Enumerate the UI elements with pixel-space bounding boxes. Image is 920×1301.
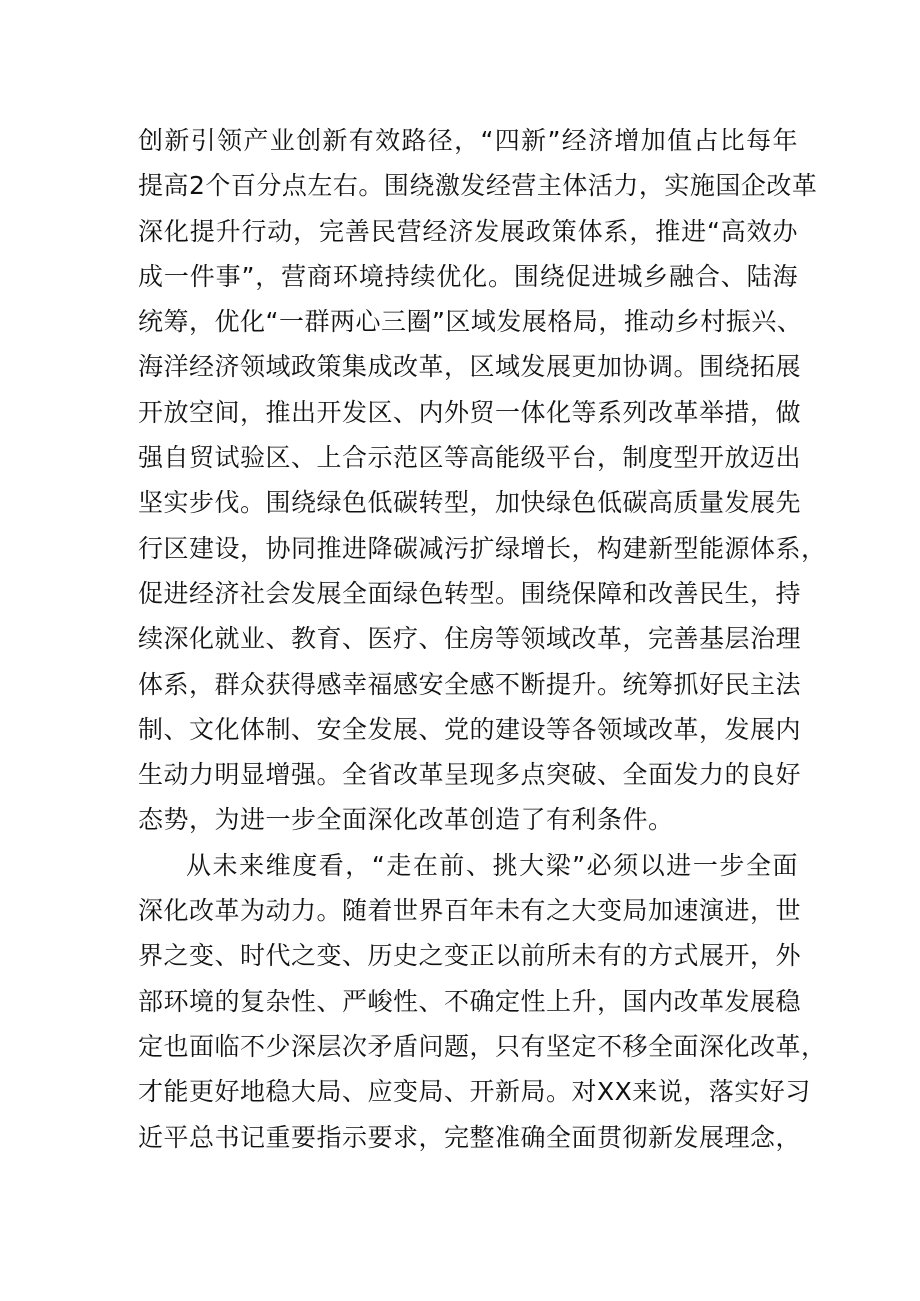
text-line: 行区建设，协同推进降碳减污扩绿增长，构建新型能源体系， [138, 533, 827, 563]
text-line: 态势，为进一步全面深化改革创造了有利条件。 [138, 805, 674, 835]
text-line: 开放空间，推出开发区、内外贸一体化等系列改革举措，做 [138, 397, 802, 427]
text-line: 续深化就业、教育、医疗、住房等领域改革，完善基层治理 [138, 624, 802, 654]
text-line: 促进经济社会发展全面绿色转型。围绕保障和改善民生，持 [138, 578, 802, 608]
text-line: 生动力明显增强。全省改革呈现多点突破、全面发力的良好 [138, 760, 802, 790]
text-line: 创新引领产业创新有效路径，“四新”经济增加值占比每年 [138, 126, 798, 155]
text-line: 定也面临不少深层次矛盾问题，只有坚定不移全面深化改革， [138, 1031, 827, 1061]
text-line: 海洋经济领域政策集成改革，区域发展更加协调。围绕拓展 [138, 352, 802, 382]
text-line: 制、文化体制、安全发展、党的建设等各领域改革，发展内 [138, 714, 802, 744]
text-line: 界之变、时代之变、历史之变正以前所未有的方式展开，外 [138, 941, 802, 971]
text-line: 从未来维度看，“走在前、挑大梁”必须以进一步全面 [186, 850, 798, 880]
text-line: 强自贸试验区、上合示范区等高能级平台，制度型开放迈出 [138, 443, 802, 473]
text-line: 成一件事”，营商环境持续优化。围绕促进城乡融合、陆海 [138, 261, 798, 291]
text-line: 坚实步伐。围绕绿色低碳转型，加快绿色低碳高质量发展先 [138, 488, 802, 518]
text-line: 统筹，优化“一群两心三圈”区域发展格局，推动乡村振兴、 [138, 307, 803, 337]
paragraph-2 [138, 843, 827, 1160]
body-text [138, 118, 827, 1160]
paragraph-1 [138, 118, 827, 843]
text-line: 体系，群众获得感幸福感安全感不断提升。统筹抓好民主法 [138, 669, 802, 699]
text-line: 深化改革为动力。随着世界百年未有之大变局加速演进，世 [138, 896, 802, 926]
text-line: 近平总书记重要指示要求，完整准确全面贯彻新发展理念， [138, 1122, 802, 1152]
text-line: 部环境的复杂性、严峻性、不确定性上升，国内改革发展稳 [138, 986, 802, 1016]
text-line: 深化提升行动，完善民营经济发展政策体系，推进“高效办 [138, 216, 798, 246]
text-line: 才能更好地稳大局、应变局、开新局。对XX来说，落实好习 [138, 1077, 811, 1107]
text-line: 提高2个百分点左右。围绕激发经营主体活力，实施国企改革 [138, 171, 818, 201]
